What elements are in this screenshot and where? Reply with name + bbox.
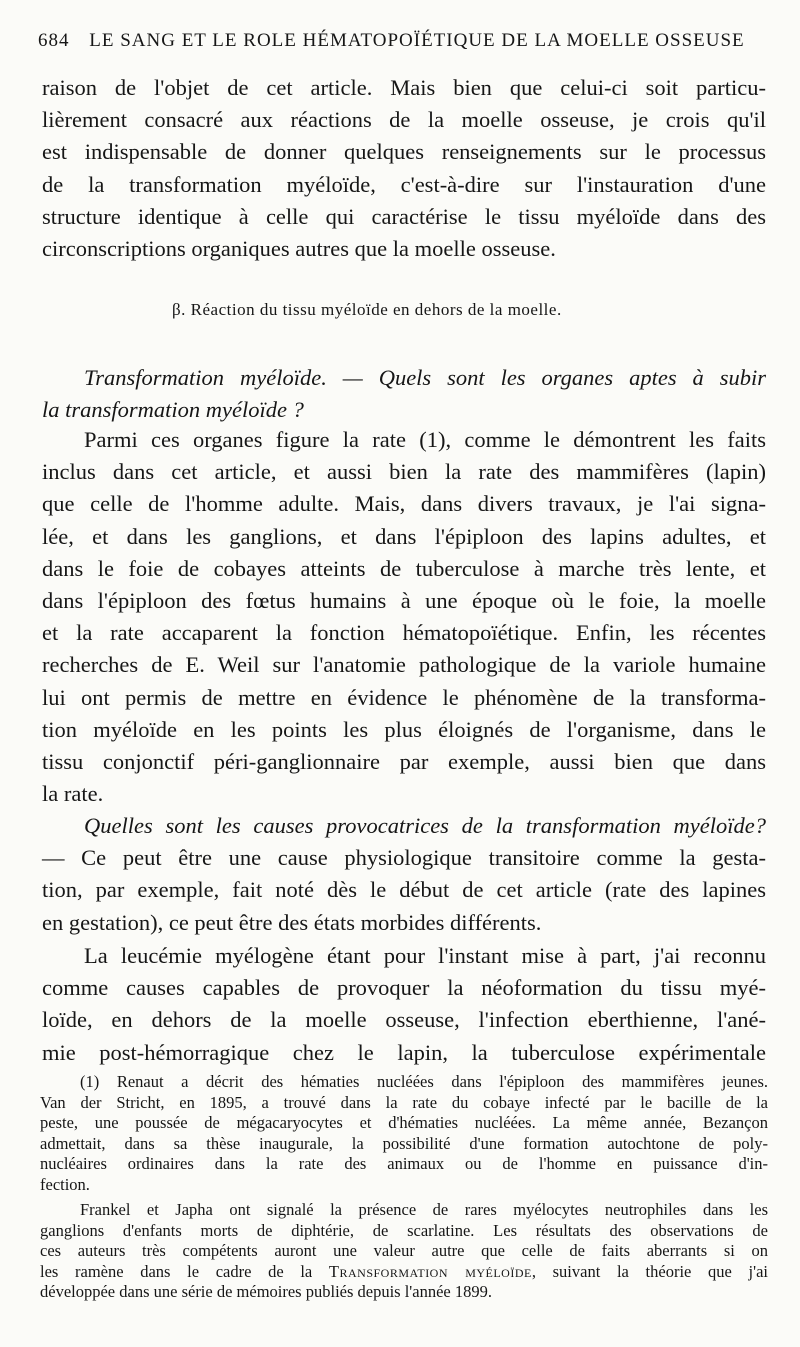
footnote-line: Van der Stricht, en 1895, a trouvé dans la rate du cobaye infecté par le bacille de la: [40, 1092, 768, 1112]
text-line: tissu conjonctif péri-ganglionnaire par exemple, aussi bien que dans: [42, 749, 766, 775]
paragraph-leucemie: [42, 940, 766, 1069]
footnote-line: ganglions d'enfants morts de diphtérie, de scarlatine. Les résultats des observations de: [40, 1220, 768, 1240]
text-line: de la transformation myéloïde, c'est-à-dire sur l'instauration d'une: [42, 171, 766, 197]
italic-question-line: Transformation myéloïde. — Quels sont les organes aptes à subir: [84, 365, 766, 390]
text-line: la rate.: [42, 781, 104, 807]
footnote-1: [40, 1072, 768, 1196]
text-line: lièrement consacré aux réactions de la moelle osseuse, je crois qu'il: [42, 107, 766, 133]
text-line: circonscriptions organiques autres que la moelle osseuse.: [42, 236, 556, 262]
text-line: raison de l'objet de cet article. Mais bien que celui-ci soit particu-: [42, 75, 766, 100]
section-heading: β. Réaction du tissu myéloïde en dehors de la moelle.: [172, 300, 562, 319]
footnote-text: les ramène dans le cadre de la: [40, 1261, 313, 1281]
text-line: recherches de E. Weil sur l'anatomie pathologique de la variole humaine: [42, 652, 766, 678]
text-line: en gestation), ce peut être des états morbides différents.: [42, 909, 542, 935]
running-header: [38, 30, 745, 52]
text-line: loïde, en dehors de la moelle osseuse, l'infection eberthienne, l'ané-: [42, 1007, 766, 1033]
footnote-line: nucléaires ordinaires dans la rate des animaux ou de l'homme en puissance d'in-: [40, 1154, 768, 1174]
text-line: comme causes capables de provoquer la néoformation du tissu myé-: [42, 975, 766, 1001]
text-line: mie post-hémorragique chez le lapin, la tuberculose expérimentale: [42, 1039, 766, 1065]
footnote-line: fection.: [40, 1174, 90, 1194]
text-line: est indispensable de donner quelques renseignements sur le processus: [42, 139, 766, 165]
footnote-text: , suivant la théorie que j'ai: [531, 1261, 768, 1281]
intro-paragraph: [42, 72, 766, 265]
footnote-line: [40, 1262, 768, 1283]
text-line: tion myéloïde en les points les plus éloignés de l'organisme, dans le: [42, 716, 766, 742]
paragraph-organs: [42, 424, 766, 810]
text-line: tion, par exemple, fait noté dès le début de cet article (rate des lapines: [42, 877, 766, 903]
footnote-2: [40, 1200, 768, 1303]
text-line: — Ce peut être une cause physiologique transitoire comme la gesta-: [42, 845, 766, 871]
italic-question-line: la transformation myéloïde ?: [42, 397, 304, 423]
footnote-line: développée dans une série de mémoires publiés depuis l'année 1899.: [40, 1282, 493, 1302]
smallcaps-term: Transformation myéloïde: [328, 1261, 532, 1281]
text-line: dans le foie de cobayes atteints de tuberculose à marche très lente, et: [42, 555, 766, 581]
text-line: inclus dans cet article, et aussi bien la rate des mammifères (lapin): [42, 459, 766, 485]
running-title: LE SANG ET LE ROLE HÉMATOPOÏÉTIQUE DE LA MOELLE OSSEUSE: [89, 30, 745, 51]
text-line: lui ont permis de mettre en évidence le phénomène de la transforma-: [42, 684, 766, 710]
page-number: 684: [38, 30, 70, 51]
footnote-line: ces auteurs très compétents auront une valeur autre que celle de faits aberrants si on: [40, 1241, 768, 1261]
text-line: Parmi ces organes figure la rate (1), comme le démontrent les faits: [84, 427, 766, 452]
text-line: structure identique à celle qui caractérise le tissu myéloïde dans des: [42, 203, 766, 229]
text-line: et la rate accaparent la fonction hématopoïétique. Enfin, les récentes: [42, 620, 766, 646]
italic-question-line: Quelles sont les causes provocatrices de la transformation myéloïde?: [84, 813, 766, 838]
footnote-line: peste, une poussée de mégacaryocytes et d'hématies nucléées. La même année, Bezançon: [40, 1113, 768, 1133]
text-line: La leucémie myélogène étant pour l'instant mise à part, j'ai reconnu: [84, 943, 766, 968]
footnote-line: Frankel et Japha ont signalé la présence de rares myélocytes neutrophiles dans les: [80, 1200, 768, 1219]
footnote-line: admettait, dans sa thèse inaugurale, la possibilité d'une formation autochtone de poly-: [40, 1133, 768, 1153]
text-line: lée, et dans les ganglions, et dans l'épiploon des lapins adultes, et: [42, 523, 766, 549]
text-line: que celle de l'homme adulte. Mais, dans divers travaux, je l'ai signa-: [42, 491, 766, 517]
paragraph-causes: [42, 810, 766, 939]
question-paragraph: [42, 362, 766, 426]
text-line: dans l'épiploon des fœtus humains à une époque où le foie, la moelle: [42, 588, 766, 614]
footnote-line: (1) Renaut a décrit des hématies nucléées dans l'épiploon des mammifères jeunes.: [80, 1072, 768, 1091]
